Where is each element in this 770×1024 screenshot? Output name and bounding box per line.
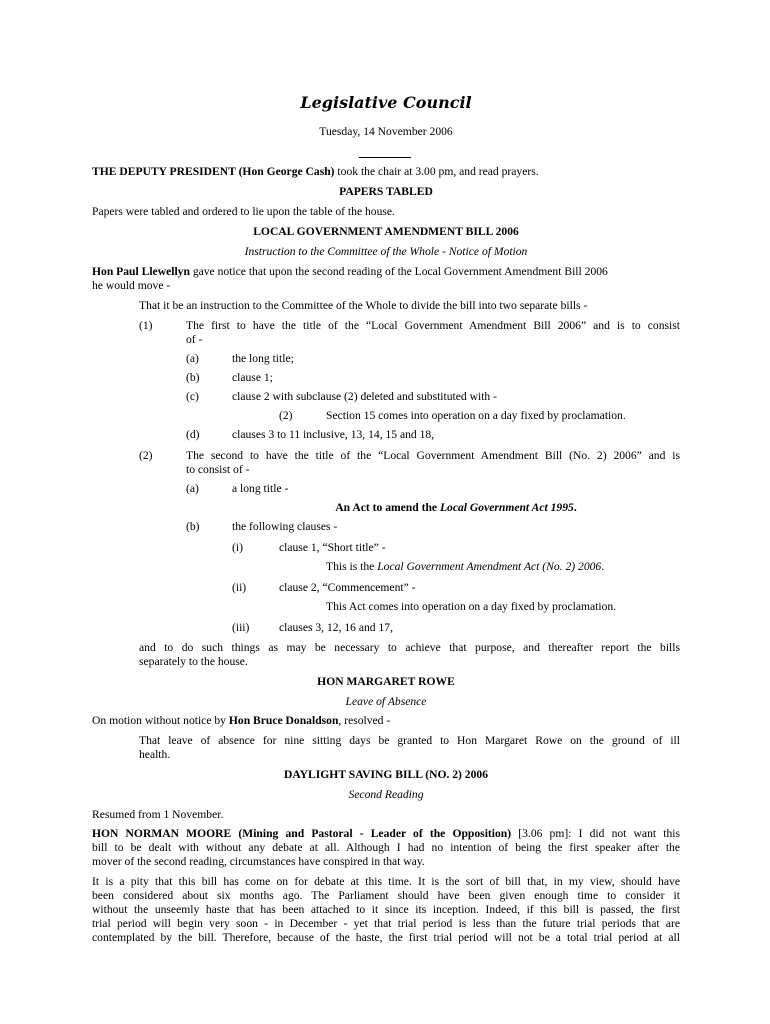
para-2b-text: the following clauses - — [232, 520, 338, 533]
presiding-officer: THE DEPUTY PRESIDENT (Hon George Cash) — [92, 165, 335, 178]
para-1c-sub-text: Section 15 comes into operation on a day fixed by proclamation. — [326, 409, 626, 422]
long-title-line — [232, 501, 680, 515]
para-1c-sub-number: (2) — [279, 409, 293, 422]
rowe-subheading: Leave of Absence — [345, 695, 427, 708]
para-1c-number: (c) — [186, 390, 199, 403]
rowe-intro — [92, 714, 680, 728]
clause-ii-text: clause 2, “Commencement” - — [279, 581, 416, 594]
para-2a-text: a long title - — [232, 482, 289, 495]
lga-closing-line-1: and to do such things as may be necessary to achieve that purpose, and thereafter report the bills — [139, 641, 680, 654]
rowe-intro-suffix: , resolved - — [338, 714, 391, 727]
opening-text: took the chair at 3.00 pm, and read prayers. — [334, 165, 539, 178]
clause-ii-number: (ii) — [232, 581, 247, 594]
para-1-line-1: The first to have the title of the “Local Government Amendment Bill 2006” and is to consist — [186, 319, 680, 332]
clause-i-text: clause 1, “Short title” - — [279, 541, 386, 554]
daylight-resumed: Resumed from 1 November. — [92, 808, 224, 821]
document-title: Legislative Council — [300, 93, 472, 112]
speaker-name: HON NORMAN MOORE (Mining and Pastoral - Leader of the Opposition) — [92, 827, 512, 840]
divider-rule — [359, 157, 411, 158]
mover-name: Hon Paul Llewellyn — [92, 265, 190, 278]
clause-i-number: (i) — [232, 541, 243, 554]
speech-1-line-2: bill to be dealt with without any debate at all. Although I had no intention of being the first speaker after the — [92, 841, 680, 854]
daylight-subheading: Second Reading — [348, 788, 424, 801]
speech-1-line-3: mover of the second reading, circumstances have conspired in that way. — [92, 855, 425, 868]
lga-notice-line-2: he would move - — [92, 279, 171, 292]
clause-iii-text: clauses 3, 12, 16 and 17, — [279, 621, 393, 634]
lga-notice-line-1 — [92, 265, 680, 279]
speech-2-line-4: trial period will begin very soon - in December - yet that trial period is less than the future trial periods that are — [92, 917, 680, 930]
para-2b-number: (b) — [186, 520, 200, 533]
clause-ii-sub: This Act comes into operation on a day fixed by proclamation. — [326, 600, 617, 613]
para-2-line-2: to consist of - — [186, 463, 250, 476]
short-title-name: Local Government Amendment Act (No. 2) 2006 — [377, 560, 602, 573]
speech-2-line-5: contemplated by the bill. Therefore, because of the haste, the first trial period will not be a total trial period at all — [92, 931, 680, 944]
para-2-number: (2) — [139, 449, 153, 462]
speech-2-line-3: without the unseemly haste that has been attached to it since its inception. Indeed, if this bill is passed, the first — [92, 903, 680, 916]
para-1b-number: (b) — [186, 371, 200, 384]
speech-2-line-1: It is a pity that this bill has come on for debate at this time. It is the sort of bill that, in my view, should have — [92, 875, 680, 888]
lga-heading: LOCAL GOVERNMENT AMENDMENT BILL 2006 — [253, 225, 519, 238]
papers-heading: PAPERS TABLED — [339, 185, 433, 198]
rowe-intro-prefix: On motion without notice by — [92, 714, 229, 727]
notice-text: gave notice that upon the second reading of the Local Government Amendment Bill 2006 — [189, 265, 608, 278]
lga-closing-line-2: separately to the house. — [139, 655, 248, 668]
lga-subheading: Instruction to the Committee of the Whole - Notice of Motion — [244, 245, 528, 258]
act-name: Local Government Act 1995 — [439, 501, 574, 514]
papers-text: Papers were tabled and ordered to lie upon the table of the house. — [92, 205, 395, 218]
rowe-motion-line-1: That leave of absence for nine sitting days be granted to Hon Margaret Rowe on the ground of ill — [139, 734, 680, 747]
para-1-line-2: of - — [186, 333, 203, 346]
clause-i-sub — [326, 560, 604, 574]
para-1a-number: (a) — [186, 352, 199, 365]
opening-line — [92, 165, 680, 179]
long-title-prefix: An Act to amend the — [335, 501, 440, 514]
para-1-number: (1) — [139, 319, 153, 332]
rowe-heading: HON MARGARET ROWE — [317, 675, 455, 688]
para-2-line-1: The second to have the title of the “Local Government Amendment Bill (No. 2) 2006” and is — [186, 449, 680, 462]
sitting-date: Tuesday, 14 November 2006 — [319, 125, 453, 138]
para-1c-text: clause 2 with subclause (2) deleted and substituted with - — [232, 390, 497, 403]
para-1a-text: the long title; — [232, 352, 294, 365]
para-1d-number: (d) — [186, 428, 200, 441]
short-title-suffix: . — [601, 560, 605, 573]
rowe-mover-name: Hon Bruce Donaldson — [228, 714, 339, 727]
para-1d-text: clauses 3 to 11 inclusive, 13, 14, 15 and 18, — [232, 428, 435, 441]
clause-iii-number: (iii) — [232, 621, 250, 634]
para-1b-text: clause 1; — [232, 371, 273, 384]
daylight-heading: DAYLIGHT SAVING BILL (NO. 2) 2006 — [283, 768, 488, 781]
speech-1-opening: [3.06 pm]: I did not want this — [511, 827, 680, 840]
para-2a-number: (a) — [186, 482, 199, 495]
speech-2-line-2: been considered about six months ago. The Parliament should have been given enough time to consider it — [92, 889, 680, 902]
long-title-suffix: . — [573, 501, 577, 514]
short-title-prefix: This is the — [326, 560, 378, 573]
lga-motion: That it be an instruction to the Committee of the Whole to divide the bill into two separate bills - — [139, 299, 588, 312]
rowe-motion-line-2: health. — [139, 748, 171, 761]
speech-1-line-1 — [92, 827, 680, 841]
